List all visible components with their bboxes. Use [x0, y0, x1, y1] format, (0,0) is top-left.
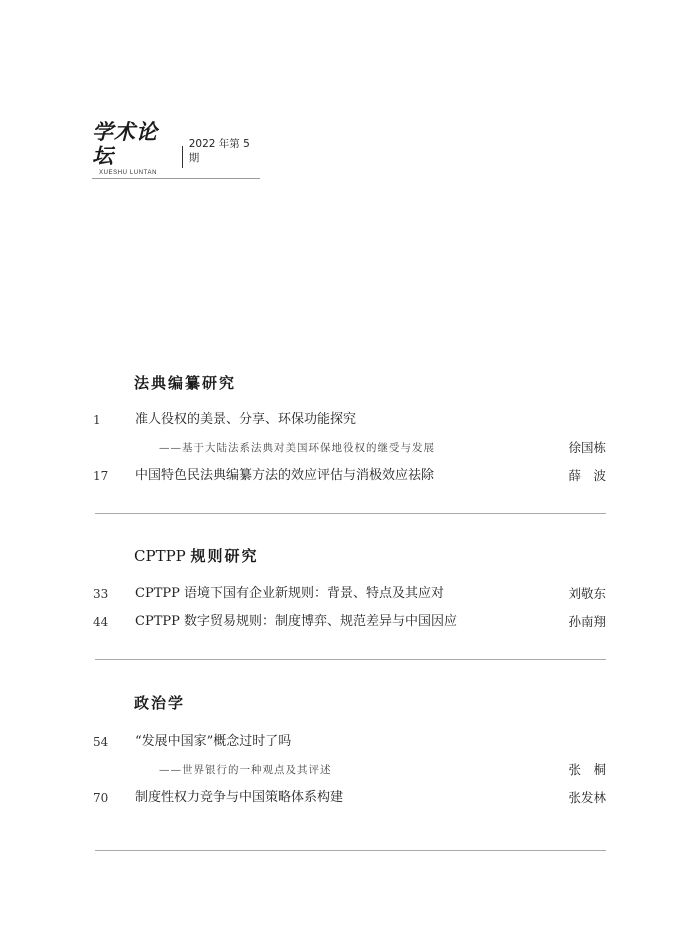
section-divider	[95, 659, 606, 660]
article-title[interactable]: CPTPP 语境下国有企业新规则：背景、特点及其应对	[135, 586, 444, 601]
article-title[interactable]: 中国特色民法典编纂方法的效应评估与消极效应祛除	[135, 468, 435, 483]
toc-entry[interactable]	[93, 789, 606, 807]
article-title[interactable]: 制度性权力竞争与中国策略体系构建	[135, 790, 344, 805]
section-divider	[95, 513, 606, 514]
section-title-cn: 规则研究	[190, 547, 259, 565]
toc-entry[interactable]	[93, 585, 606, 603]
section-title-politics: 政治学	[134, 694, 186, 712]
masthead	[92, 120, 260, 179]
page-number: 70	[93, 791, 109, 805]
article-subtitle: ——基于大陆法系法典对美国环保地役权的继受与发展	[159, 442, 435, 454]
masthead-rule	[92, 178, 260, 179]
logo-separator	[182, 146, 183, 168]
page-number: 33	[93, 587, 109, 601]
toc-entry[interactable]	[93, 467, 606, 485]
article-title[interactable]: CPTPP 数字贸易规则：制度博弈、规范差异与中国因应	[135, 614, 457, 629]
toc-entry-subtitle	[93, 761, 606, 779]
journal-logo: 学术论坛	[92, 119, 158, 168]
page-number: 17	[93, 469, 109, 483]
page-number: 44	[93, 615, 109, 629]
section-title-latin: CPTPP	[134, 547, 186, 565]
article-subtitle: ——世界银行的一种观点及其评述	[159, 764, 332, 776]
section-title-cptpp	[134, 545, 259, 566]
toc-entry[interactable]	[93, 733, 606, 751]
journal-logo-pinyin: XUESHU LUNTAN	[99, 170, 158, 176]
article-title[interactable]: 准人役权的美景、分享、环保功能探究	[135, 412, 357, 427]
article-author: 张 桐	[568, 762, 606, 777]
issue-label: 2022 年第 5 期	[188, 138, 250, 164]
article-author: 刘敬东	[568, 586, 606, 601]
toc-entry[interactable]	[93, 411, 606, 429]
section-divider	[95, 850, 606, 851]
toc-entry-subtitle	[93, 439, 606, 457]
section-title-codification: 法典编纂研究	[134, 374, 237, 392]
toc-entry[interactable]	[93, 613, 606, 631]
masthead-row	[92, 120, 260, 168]
article-author: 徐国栋	[568, 440, 606, 455]
page-number: 54	[93, 735, 109, 749]
page-number: 1	[93, 413, 101, 427]
article-author: 张发林	[568, 790, 606, 805]
article-title[interactable]: “发展中国家”概念过时了吗	[135, 734, 292, 749]
article-author: 孙南翔	[568, 614, 606, 629]
article-author: 薛 波	[568, 468, 606, 483]
